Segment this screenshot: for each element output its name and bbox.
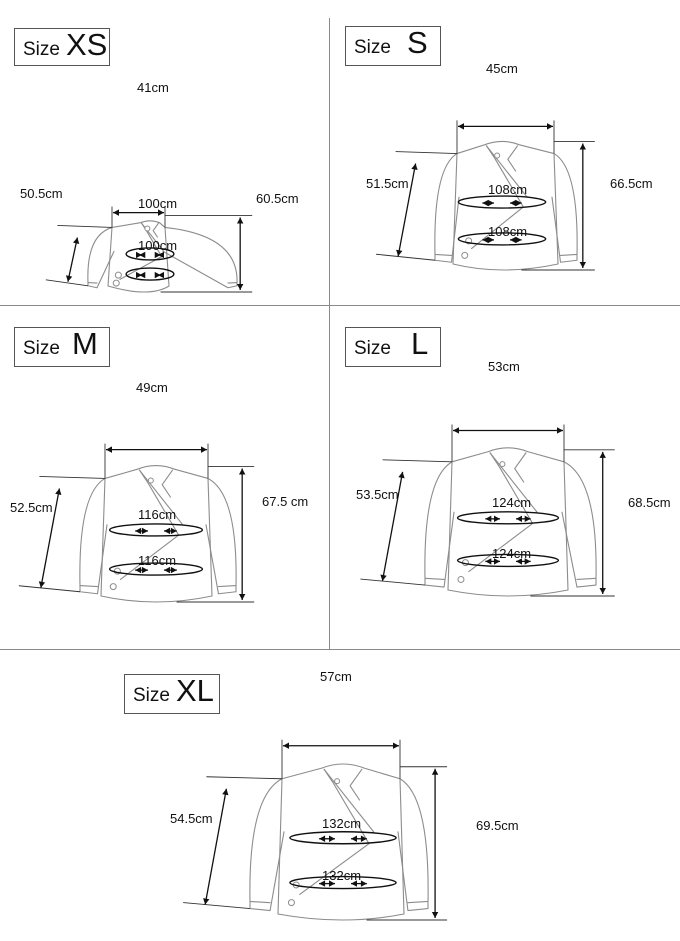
waist-label: 116cm	[138, 553, 177, 568]
size-code: S	[406, 25, 428, 60]
size-code: XS	[65, 27, 108, 62]
body-length-label: 67.5 cm	[262, 494, 309, 509]
chest-label: 124cm	[492, 495, 532, 510]
arrow-head	[432, 912, 438, 918]
chest-label: 116cm	[138, 507, 177, 522]
shirt-outline	[250, 764, 428, 920]
chest-label: 132cm	[322, 816, 362, 831]
arrow-head	[393, 743, 399, 749]
size-word: Size	[133, 685, 170, 706]
right-cuff	[408, 901, 428, 902]
shoulder-width-label: 49cm	[136, 380, 168, 395]
extension-line	[206, 777, 282, 779]
chest-label: 108cm	[488, 182, 528, 197]
button	[288, 900, 294, 906]
body-length-label: 68.5cm	[628, 495, 671, 510]
sleeve-length-label: 50.5cm	[20, 186, 63, 201]
sleeve-length-label: 52.5cm	[10, 500, 53, 515]
body-length-label: 66.5cm	[610, 176, 653, 191]
size-code: XL	[175, 673, 214, 708]
shoulder-width-label: 45cm	[486, 61, 518, 76]
size-word: Size	[354, 37, 391, 58]
size-code: M	[71, 326, 98, 361]
size-word: Size	[354, 338, 391, 359]
arrow-head	[222, 789, 228, 795]
left-cuff	[250, 901, 270, 902]
size-word: Size	[23, 338, 60, 359]
sleeve-length-label: 54.5cm	[170, 811, 213, 826]
extension-line	[183, 903, 250, 909]
shoulder-width-label: 57cm	[320, 669, 352, 684]
body-length-label: 60.5cm	[256, 191, 299, 206]
waist-label: 100cm	[138, 238, 178, 253]
sleeve-arrow	[205, 789, 226, 905]
body-length-label: 69.5cm	[476, 818, 519, 833]
arrow-head	[283, 743, 289, 749]
chest-label: 100cm	[138, 196, 178, 211]
size-word: Size	[23, 39, 60, 60]
sleeve-length-label: 53.5cm	[356, 487, 399, 502]
arrow-head	[432, 769, 438, 775]
waist-label: 108cm	[488, 224, 528, 239]
waist-label: 124cm	[492, 546, 532, 561]
size-code: L	[410, 326, 429, 361]
button	[335, 779, 340, 784]
sleeve-length-label: 51.5cm	[366, 176, 409, 191]
arrow-head	[203, 898, 209, 904]
shoulder-width-label: 53cm	[488, 359, 520, 374]
waist-label: 132cm	[322, 868, 362, 883]
shoulder-width-label: 41cm	[137, 80, 169, 95]
